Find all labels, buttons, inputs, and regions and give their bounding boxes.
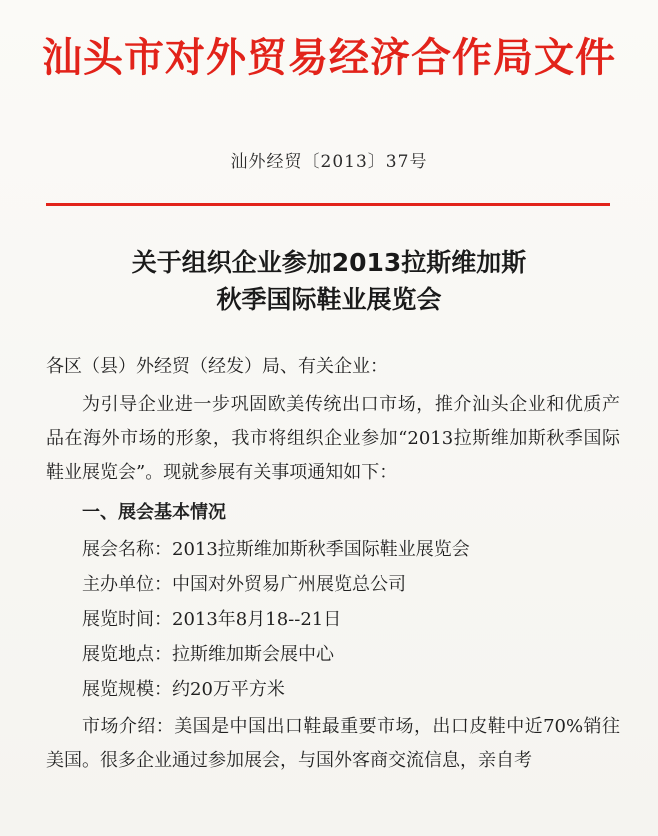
red-divider-line [46,203,610,206]
market-intro-paragraph: 市场介绍：美国是中国出口鞋最重要市场，出口皮鞋中近70%销往美国。很多企业通过参加展会，与国外客商交流信息，亲自考 [46,716,620,771]
info-item-scale: 展览规模：约20万平方米 [82,679,285,700]
info-item-exhibition-name: 展会名称：2013拉斯维加斯秋季国际鞋业展览会 [82,539,470,560]
info-item-organizer: 主办单位：中国对外贸易广州展览总公司 [82,574,406,595]
document-title-line-2: 秋季国际鞋业展览会 [216,285,442,314]
section-1-heading: 一、展会基本情况 [82,502,226,523]
info-item-venue: 展览地点：拉斯维加斯会展中心 [82,644,334,665]
document-title-line-1: 关于组织企业参加2013拉斯维加斯 [131,248,527,277]
issuer-letterhead: 汕头市对外贸易经济合作局文件 [42,35,616,81]
info-item-dates: 展览时间：2013年8月18--21日 [82,609,342,630]
salutation: 各区（县）外经贸（经发）局、有关企业： [46,356,388,377]
intro-paragraph: 为引导企业进一步巩固欧美传统出口市场，推介汕头企业和优质产品在海外市场的形象，我市将组织企业参加“2013拉斯维加斯秋季国际鞋业展览会”。现就参展有关事项通知如下： [46,394,620,483]
document-number: 汕外经贸〔2013〕37号 [230,152,428,172]
